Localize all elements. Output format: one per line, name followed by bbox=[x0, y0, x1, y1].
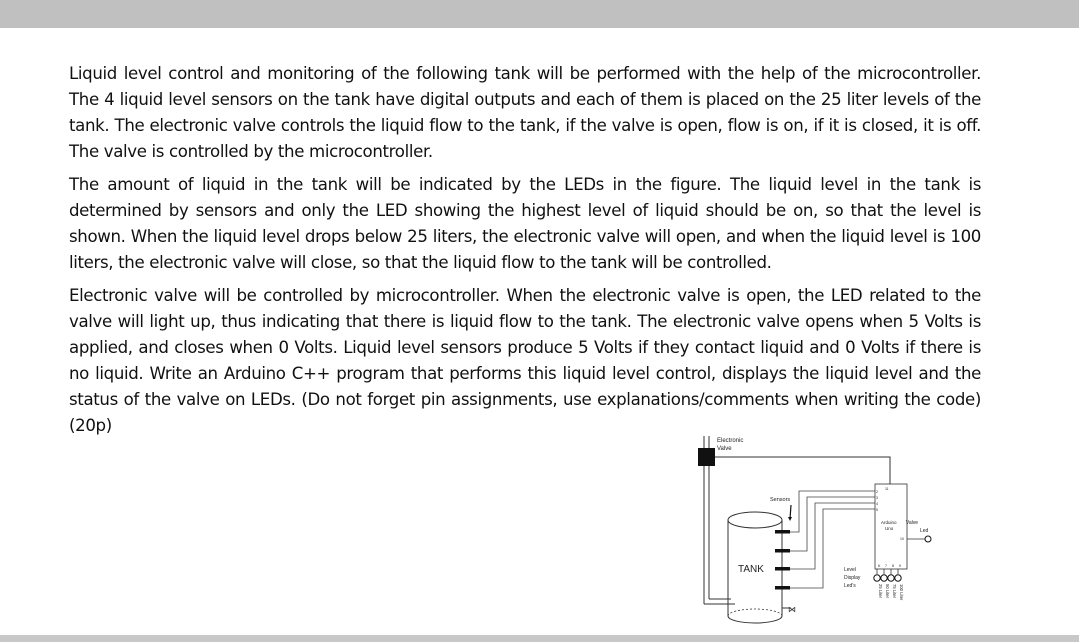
valve-label-2: Valve bbox=[717, 446, 732, 452]
sensor-wire-4 bbox=[790, 509, 875, 588]
level-led-100 bbox=[895, 575, 901, 581]
level-label-2: Display bbox=[844, 575, 861, 581]
paragraph-1: Liquid level control and monitoring of the following tank will be performed with the help of the microcontroller. The 4 liquid level sensors on the tank have digital outputs and each of them is placed on the 25 liter levels of the tank. The electronic valve controls the liquid flow to the tank, if the valve is open, flow is on, if it is closed, it is off. The valve is controlled by the microcontroller. bbox=[69, 64, 981, 161]
arduino-label-1: Arduino bbox=[881, 520, 897, 525]
bottom-bar bbox=[0, 635, 1079, 642]
level-led-25 bbox=[874, 575, 880, 581]
paragraph-3: Electronic valve will be controlled by microcontroller. When the electronic valve is open, the LED related to the valve will light up, thus indicating that there is liquid flow to the tank. The electronic valve opens when 5 Volts is applied, and closes when 0 Volts. Liquid level sensors produce 5 Volts if they contact liquid and 0 Volts if there is no liquid. Write an Arduino C++ program that performs this liquid level control, displays the liquid level and the status of the valve on LEDs. (Do not forget pin assignments, use explanations/comments when writing the code) (20p) bbox=[69, 286, 981, 435]
valve-label-1: Electronic bbox=[717, 438, 744, 444]
pin-9: 9 bbox=[899, 564, 901, 568]
pin-5: 5 bbox=[876, 508, 878, 512]
paragraph-2: The amount of liquid in the tank will be indicated by the LEDs in the figure. The liquid level in the tank is determined by sensors and only the LED showing the highest level of liquid should be on, so that the level is shown. When the liquid level drops below 25 liters, the electronic valve will open, and when the liquid level is 100 liters, the electronic valve will close, so that the liquid flow to the tank will be controlled. bbox=[69, 175, 981, 272]
outlet-valve-icon: ⋈ bbox=[788, 605, 796, 614]
sensors-arrow bbox=[790, 505, 791, 519]
pin-3: 3 bbox=[876, 496, 878, 500]
led-label-100: 100 Liter bbox=[899, 584, 904, 601]
sensor-wire-2 bbox=[790, 497, 875, 551]
pin-10: 10 bbox=[900, 537, 904, 541]
pin-6: 6 bbox=[878, 564, 880, 568]
level-label-3: Led's bbox=[844, 583, 856, 589]
pin-2: 2 bbox=[876, 490, 878, 494]
pin-7: 7 bbox=[885, 564, 887, 568]
valve-led bbox=[925, 536, 931, 542]
valve-led-label-1: Valve bbox=[905, 520, 918, 526]
led-label-25: 25 Liter bbox=[878, 584, 883, 598]
level-label-1: Level bbox=[844, 567, 856, 573]
electronic-valve-block bbox=[698, 448, 715, 466]
sensor-25 bbox=[775, 586, 790, 590]
valve-wire bbox=[715, 457, 890, 484]
document-content bbox=[69, 61, 981, 446]
pin-11: 11 bbox=[885, 487, 889, 491]
tank-label: TANK bbox=[738, 564, 764, 575]
valve-led-label-2: Led bbox=[920, 528, 929, 534]
pin-4: 4 bbox=[876, 502, 878, 506]
sensor-75 bbox=[775, 549, 790, 553]
level-led-75 bbox=[888, 575, 894, 581]
led-label-75: 75 Liter bbox=[892, 584, 897, 598]
sensor-50 bbox=[775, 567, 790, 571]
top-bar bbox=[0, 0, 1079, 28]
pin-8: 8 bbox=[892, 564, 894, 568]
led-label-50: 50 Liter bbox=[885, 584, 890, 598]
sensor-100 bbox=[775, 530, 790, 534]
tank-bottom-back bbox=[728, 609, 782, 616]
level-led-50 bbox=[881, 575, 887, 581]
sensor-wire-3 bbox=[790, 503, 875, 569]
tank-top bbox=[728, 512, 782, 528]
arduino-label-2: Uno bbox=[885, 526, 894, 531]
sensors-label: Sensors bbox=[770, 497, 791, 503]
tank-circuit-diagram bbox=[695, 434, 929, 630]
